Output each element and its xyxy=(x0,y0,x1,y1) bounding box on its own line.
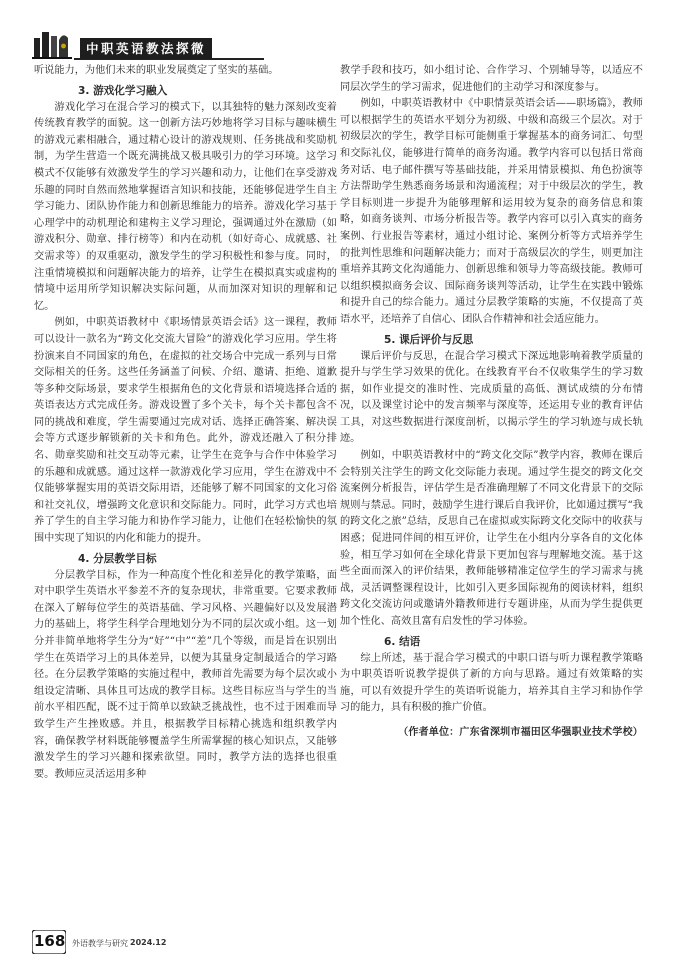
paragraph: 例如，中职英语教材中《职场情景英语会话》这一课程，教师可以设计一款名为“跨文化交流大冒险”的游戏化学习应用。学生将扮演来自不同国家的角色，在虚拟的社交场合中完成一系列与日常交际相关的任务。这些任务涵盖了问候、介绍、邀请、拒绝、道歉等多种交际场景，要求学生根据角色的文化背景和语境选择合适的英语表达方式完成任务。游戏设置了多个关卡，每个关卡都包含不同的挑战和难度，学生需要通过完成对话、选择正确答案、解决误会等方式逐步解锁新的关卡和角色。此外，游戏还融入了积分排名、勋章奖励和社交互动等元素，让学生在竞争与合作中体验学习的乐趣和成就感。通过这样一款游戏化学习应用，学生在游戏中不仅能够掌握实用的英语交际用语，还能够了解不同国家的文化习俗和社交礼仪，增强跨文化意识和交际能力。同时，此学习方式也培养了学生的自主学习能力和协作学习能力，让他们在轻松愉快的氛围中实现了知识的内化和能力的提升。 xyxy=(34,317,337,545)
section-heading: 6. 结语 xyxy=(384,635,421,648)
paragraph: 教学手段和技巧，如小组讨论、合作学习、个别辅导等，以适应不同层次学生的学习需求，促进他们的主动学习和深度参与。 xyxy=(340,65,643,93)
paragraph: 课后评价与反思，在混合学习模式下深远地影响着教学质量的提升与学生学习效果的优化。在线教育平台不仅收集学生的学习数据，如作业提交的准时性、完成质量的高低、测试成绩的分布情况，以及课堂讨论中的发言频率与深度等，还运用专业的教育评估工具，对这些数据进行深度剖析，以揭示学生的学习轨迹与成长轨迹。 xyxy=(340,350,643,445)
paragraph: 综上所述，基于混合学习模式的中职口语与听力课程教学策略为中职英语听说教学提供了新的方向与思路。通过有效策略的实施，可以有效提升学生的英语听说能力，培养其自主学习和协作学习的能力，具有积极的推广价值。 xyxy=(340,652,643,714)
paragraph: 例如，中职英语教材中的“跨文化交际”教学内容，教师在课后会特别关注学生的跨文化交际能力表现。通过学生提交的跨文化交流案例分析报告，评估学生是否准确理解了不同文化背景下的交际规则与禁忌。同时，鼓励学生进行课后自我评价，比如通过撰写“我的跨文化之旅”总结，反思自己在虚拟或实际跨文化交际中的收获与困惑；促进同伴间的相互评价，让学生在小组内分享各自的文化体验，相互学习如何在全球化背景下更加包容与理解地交流。基于这些全面而深入的评价结果，教师能够精准定位学生的学习需求与挑战，灵活调整课程设计，比如引入更多国际视角的阅读材料，组织跨文化交流访问或邀请外籍教师进行专题讲座，从而为学生提供更加个性化、高效且富有启发性的学习体验。 xyxy=(340,450,643,627)
journal-issue: 2024.12 xyxy=(130,938,167,947)
paragraph: 听说能力，为他们未来的职业发展奠定了坚实的基础。 xyxy=(34,65,279,76)
section-heading: 3. 游戏化学习融入 xyxy=(78,84,168,97)
right-column xyxy=(340,63,643,742)
journal-name: 外语教学与研究 xyxy=(72,939,128,948)
journal-logo-icon xyxy=(32,28,72,60)
paragraph: 游戏化学习在混合学习的模式下，以其独特的魅力深刻改变着传统教育教学的面貌。这一创新方法巧妙地将学习目标与趣味横生的游戏元素相融合，通过精心设计的游戏规则、任务挑战和奖励机制，为学生营造一个既充满挑战又极具吸引力的学习环境。这学习模式不仅能够有效激发学生的学习兴趣和动力，让他们在享受游戏乐趣的同时自然而然地掌握语言知识和技能，还能够促进学生自主学习能力、团队协作能力和创新思维能力的培养。游戏化学习基于心理学中的动机理论和建构主义学习理论，强调通过外在激励（如游戏积分、勋章、排行榜等）和内在动机（如好奇心、成就感、社交需求等）的双重驱动，激发学生的学习积极性和参与度。同时，注重情境模拟和问题解决能力的培养，让学生在模拟真实或虚构的情境中运用所学知识解决实际问题，从而加深对知识的理解和记忆。 xyxy=(34,101,337,312)
author-affiliation: （作者单位：广东省深圳市福田区华强职业技术学校） xyxy=(398,726,643,738)
paragraph: 分层教学目标，作为一种高度个性化和差异化的教学策略，面对中职学生英语水平参差不齐的复杂现状，非常重要。它要求教师在深入了解每位学生的英语基础、学习风格、兴趣偏好以及发展潜力的基础上，将学生科学合理地划分为不同的层次或小组。这一划分并非简单地将学生分为“好”“中”“差”几个等级，而是旨在识别出学生在英语学习上的具体差异，以便为其量身定制最适合的学习路径。在分层教学策略的实施过程中，教师首先需要为每个层次或小组设定清晰、具体且可达成的教学目标。这些目标应当与学生的当前水平相匹配，既不过于简单以致缺乏挑战性，也不过于困难而导致学生产生挫败感。并且，根据教学目标精心挑选和组织教学内容，确保教学材料既能够覆盖学生所需掌握的核心知识点，又能够激发学生的学习兴趣和探索欲望。同时，教学方法的选择也很重要。教师应灵活运用多种 xyxy=(34,569,337,780)
left-column xyxy=(34,63,337,783)
section-heading: 5. 课后评价与反思 xyxy=(384,333,474,346)
section-title: 中职英语教法探微 xyxy=(80,38,212,59)
section-heading: 4. 分层教学目标 xyxy=(78,552,157,565)
page-number: 168 xyxy=(34,932,66,950)
running-header xyxy=(32,28,272,60)
paragraph: 例如，中职英语教材中《中职情景英语会话——职场篇》，教师可以根据学生的英语水平划分为初级、中级和高级三个层次。对于初级层次的学生，教学目标可能侧重于掌握基本的商务词汇、句型和交际礼仪，能够进行简单的商务沟通。教学内容可以包括日常商务对话、电子邮件撰写等基础技能，并采用情景模拟、角色扮演等方法帮助学生熟悉商务场景和沟通流程；对于中级层次的学生，教学目标则进一步提升为能够理解和运用较为复杂的商务信息和策略，如商务谈判、市场分析报告等。教学内容可以引入真实的商务案例、行业报告等素材，通过小组讨论、案例分析等方式培养学生的批判性思维和问题解决能力；而对于高级层次的学生，则更加注重培养其跨文化沟通能力、创新思维和领导力等高级技能。教师可以组织模拟商务会议、国际商务谈判等活动，让学生在实践中锻炼和提升自己的综合能力。通过分层教学策略的实施，不仅提高了英语水平，还培养了自信心、团队合作精神和社会适应能力。 xyxy=(340,98,643,325)
page-footer xyxy=(32,930,332,954)
